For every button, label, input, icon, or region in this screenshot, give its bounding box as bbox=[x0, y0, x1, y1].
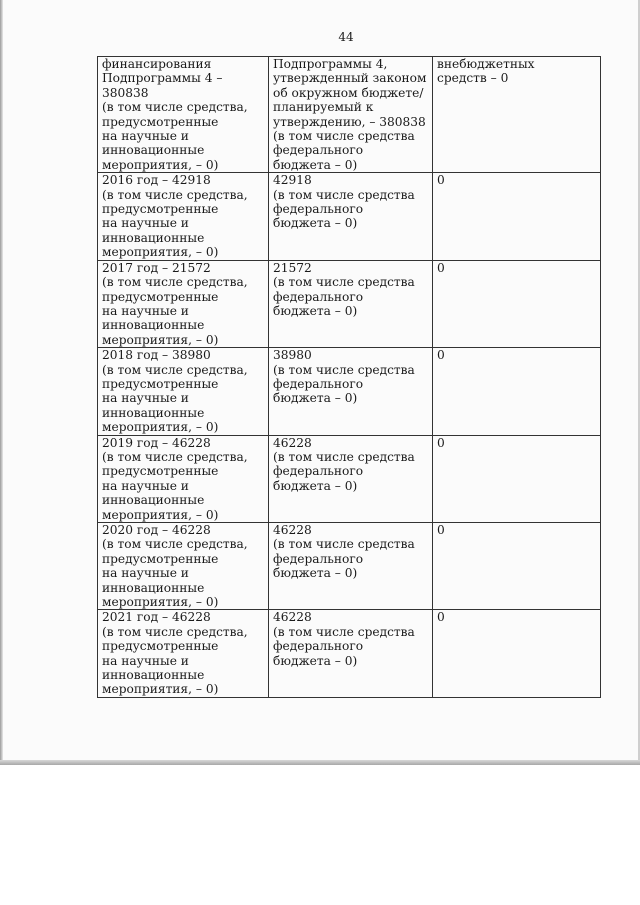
extrabudget-cell: 0 bbox=[433, 435, 601, 522]
extrabudget-cell: внебюджетных средств – 0 bbox=[433, 57, 601, 173]
funding-year-cell: 2017 год – 21572 (в том числе средства, предусмотренные на научные и инновационные мероприятия, – 0) bbox=[98, 260, 269, 347]
table-row bbox=[98, 610, 601, 697]
page-left-edge bbox=[0, 0, 3, 763]
funding-year-cell: 2018 год – 38980 (в том числе средства, предусмотренные на научные и инновационные мероприятия, – 0) bbox=[98, 348, 269, 435]
extrabudget-cell: 0 bbox=[433, 348, 601, 435]
table-row bbox=[98, 435, 601, 522]
table-row bbox=[98, 173, 601, 260]
budget-law-cell: 46228 (в том числе средства федерального бюджета – 0) bbox=[269, 523, 433, 610]
funding-year-cell: 2020 год – 46228 (в том числе средства, предусмотренные на научные и инновационные мероприятия, – 0) bbox=[98, 523, 269, 610]
table-row bbox=[98, 523, 601, 610]
extrabudget-cell: 0 bbox=[433, 610, 601, 697]
funding-total-cell: финансирования Подпрограммы 4 – 380838 (в том числе средства, предусмотренные на научные и инновационные мероприятия, – 0) bbox=[98, 57, 269, 173]
budget-law-cell: Подпрограммы 4, утвержденный законом об окружном бюджете/ планируемый к утверждению, – 380838 (в том числе средства федерального бюджета – 0) bbox=[269, 57, 433, 173]
extrabudget-cell: 0 bbox=[433, 260, 601, 347]
budget-law-cell: 42918 (в том числе средства федерального бюджета – 0) bbox=[269, 173, 433, 260]
budget-law-cell: 21572 (в том числе средства федерального бюджета – 0) bbox=[269, 260, 433, 347]
funding-year-cell: 2021 год – 46228 (в том числе средства, предусмотренные на научные и инновационные мероприятия, – 0) bbox=[98, 610, 269, 697]
table-row bbox=[98, 260, 601, 347]
table-row bbox=[98, 348, 601, 435]
budget-law-cell: 46228 (в том числе средства федерального бюджета – 0) bbox=[269, 610, 433, 697]
budget-law-cell: 38980 (в том числе средства федерального бюджета – 0) bbox=[269, 348, 433, 435]
funding-year-cell: 2016 год – 42918 (в том числе средства, предусмотренные на научные и инновационные мероприятия, – 0) bbox=[98, 173, 269, 260]
extrabudget-cell: 0 bbox=[433, 523, 601, 610]
funding-table bbox=[97, 56, 601, 698]
extrabudget-cell: 0 bbox=[433, 173, 601, 260]
page-number: 44 bbox=[338, 30, 354, 44]
funding-year-cell: 2019 год – 46228 (в том числе средства, предусмотренные на научные и инновационные мероприятия, – 0) bbox=[98, 435, 269, 522]
page-bottom-edge bbox=[0, 760, 640, 765]
table-row bbox=[98, 57, 601, 173]
budget-law-cell: 46228 (в том числе средства федерального бюджета – 0) bbox=[269, 435, 433, 522]
